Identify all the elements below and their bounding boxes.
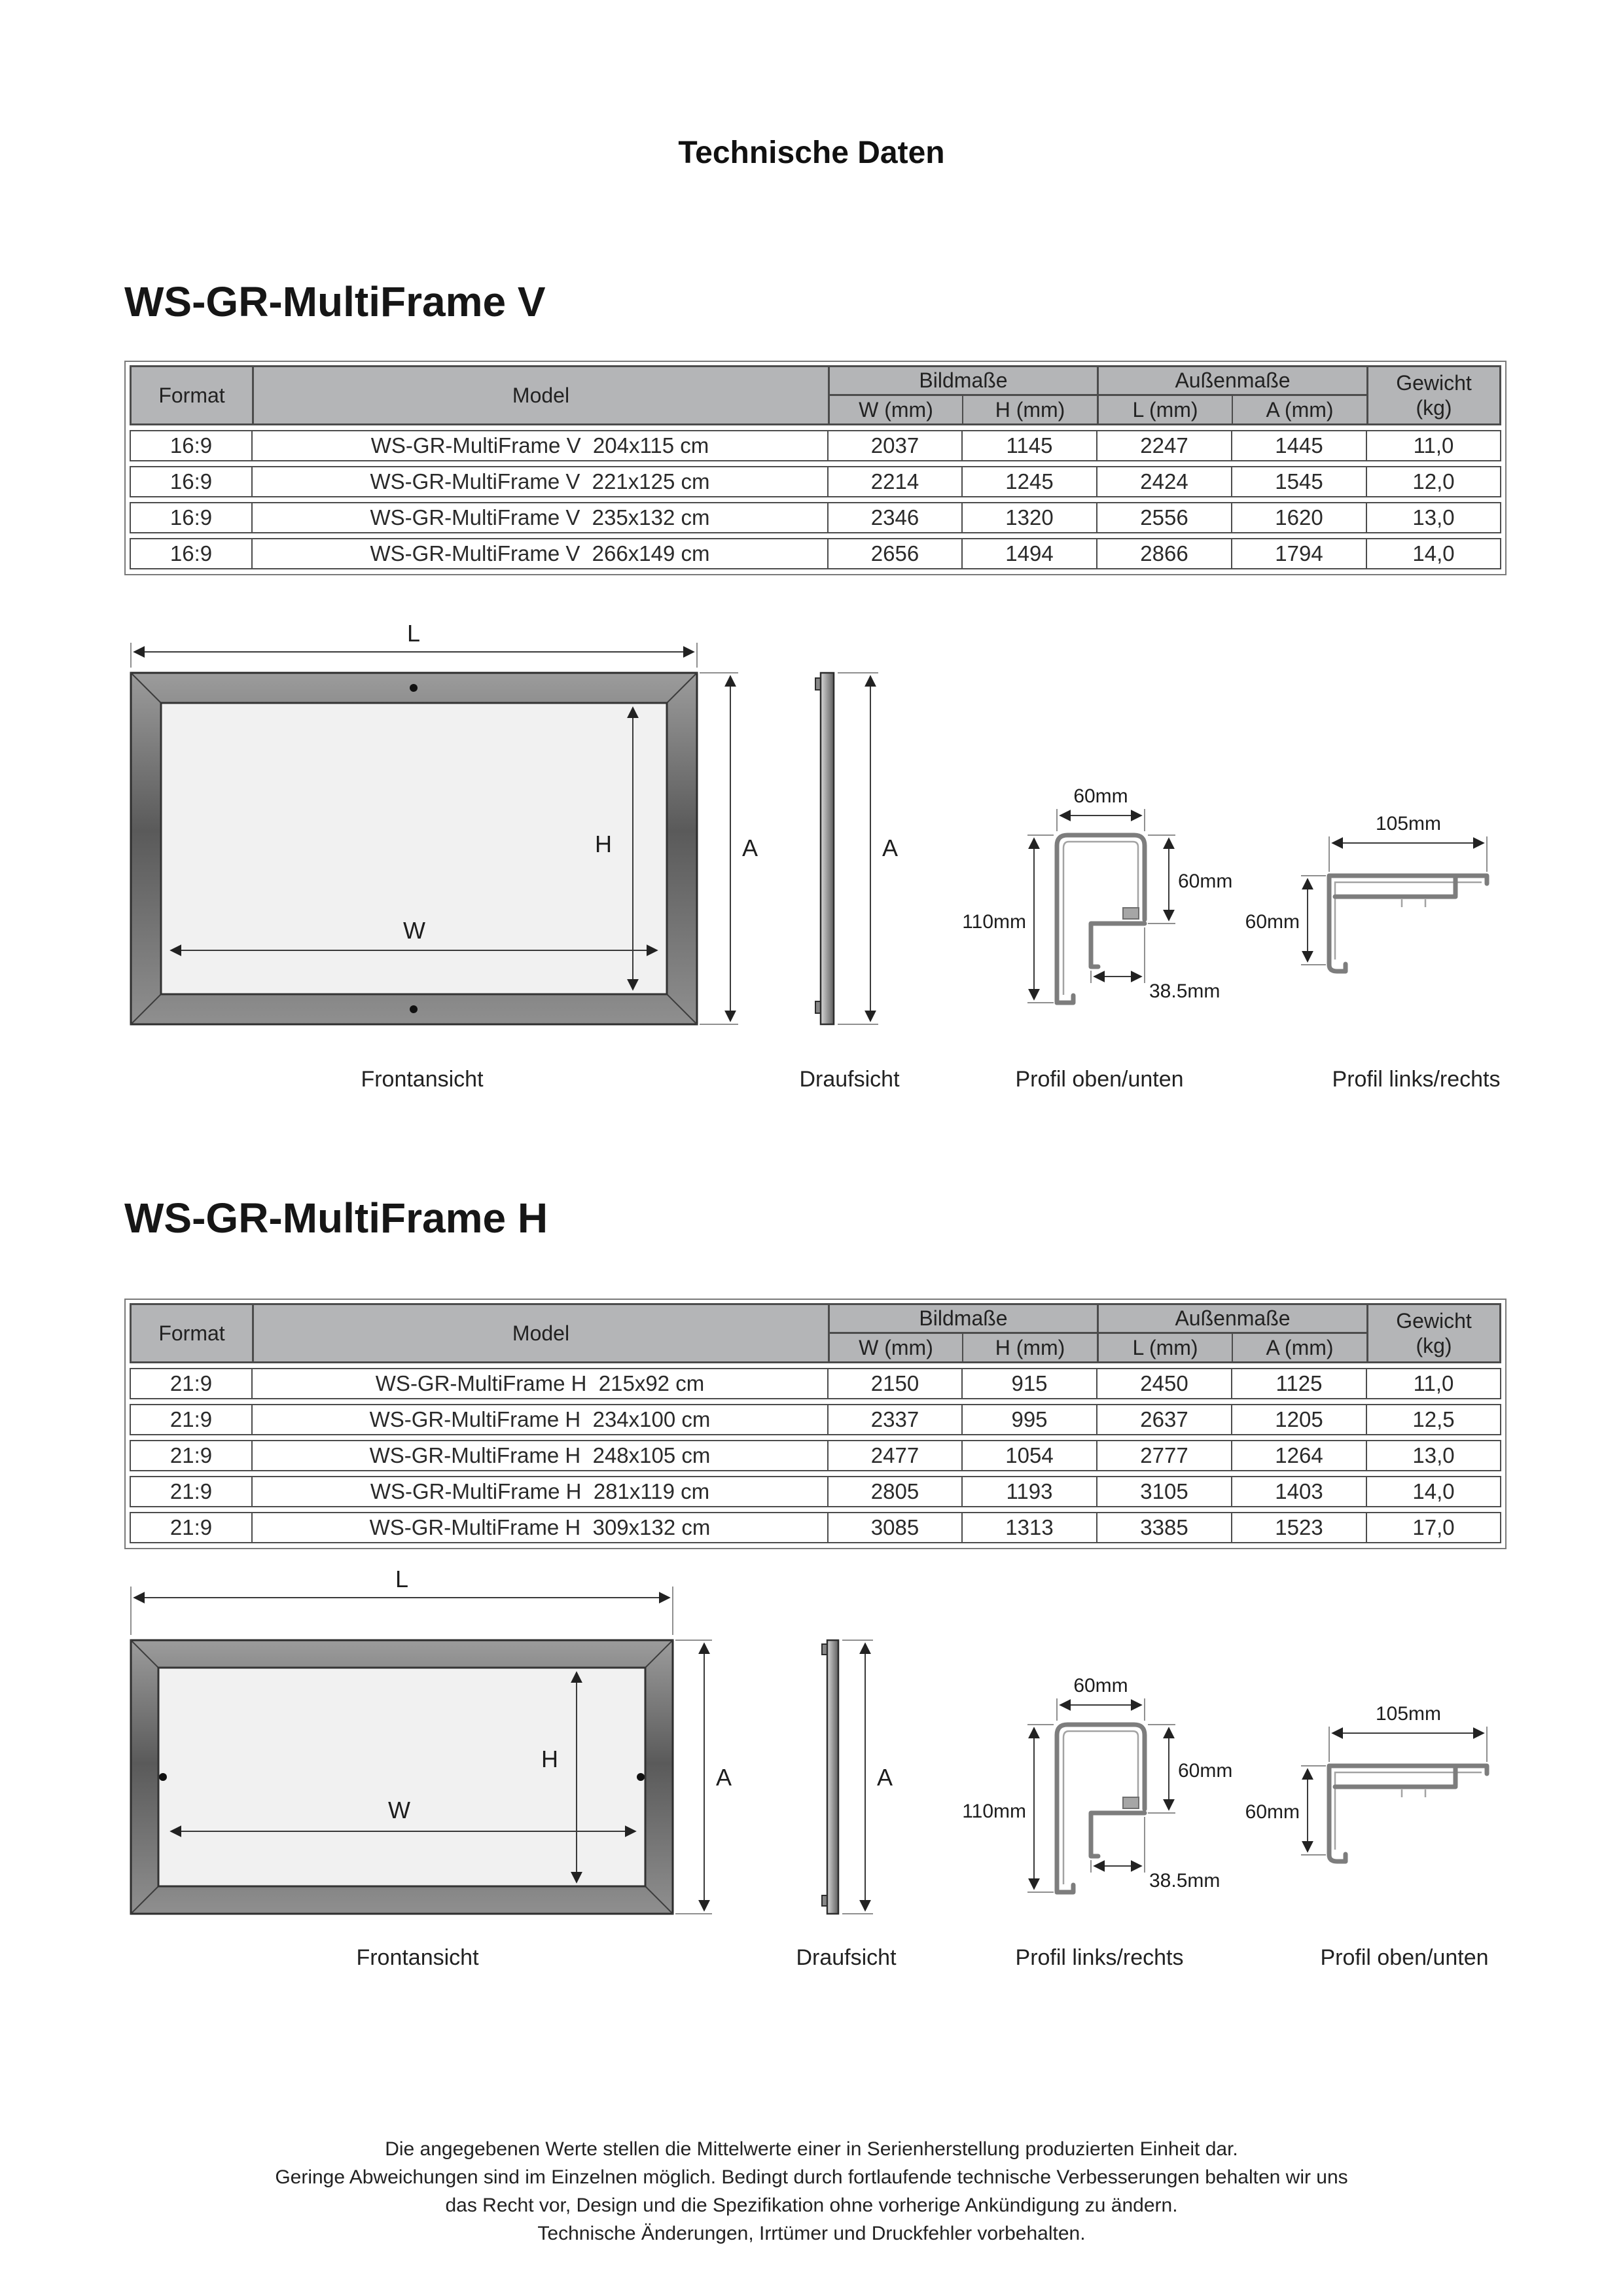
cell-model: WS-GR-MultiFrame H 281x119 cm (251, 1477, 827, 1506)
cell-l: 2777 (1096, 1441, 1231, 1470)
cell-format: 21:9 (169, 1407, 213, 1431)
col-header-aussenmasse: Außenmaße (1097, 367, 1366, 396)
cell-format: 16:9 (169, 505, 213, 529)
cell-kg: 12,5 (1366, 1405, 1500, 1434)
dim-label-105mm: 105mm (1375, 1703, 1442, 1725)
caption-profil-links-rechts: Profil links/rechts (1332, 1067, 1501, 1092)
dim-label-w: W (388, 1797, 410, 1823)
cell-w: 2805 (827, 1477, 961, 1506)
cell-w: 2337 (827, 1405, 961, 1434)
caption-draufsicht: Draufsicht (799, 1067, 900, 1092)
col-header-l: L (mm) (1097, 1334, 1232, 1361)
cell-format: 16:9 (169, 433, 213, 457)
cell-a: 1205 (1231, 1405, 1366, 1434)
cell-format: 21:9 (169, 1479, 213, 1503)
cell-format: 21:9 (169, 1515, 213, 1539)
col-header-w: W (mm) (828, 1334, 962, 1361)
dim-label-h: H (541, 1746, 558, 1772)
col-header-gewicht (1366, 367, 1499, 423)
dim-label-110mm: 110mm (962, 1801, 1026, 1822)
table-header (130, 365, 1501, 425)
cell-h: 1313 (961, 1513, 1096, 1542)
caption-profil-oben-unten: Profil oben/unten (1015, 1067, 1184, 1092)
cell-h: 995 (961, 1405, 1096, 1434)
cell-a: 1403 (1231, 1477, 1366, 1506)
front-view-drawing (124, 1571, 785, 1996)
col-header-format: Format (158, 383, 225, 407)
page-title: Technische Daten (678, 135, 945, 170)
table-row (130, 1404, 1501, 1435)
cell-l: 3105 (1096, 1477, 1231, 1506)
profile-left-right-drawing (1237, 772, 1538, 1034)
table-header (130, 1303, 1501, 1363)
dim-label-a: A (882, 834, 899, 861)
dim-label-105mm: 105mm (1375, 813, 1442, 834)
cell-a: 1523 (1231, 1513, 1366, 1542)
table-row (130, 1476, 1501, 1507)
dim-label-60mm-top: 60mm (1073, 1675, 1128, 1696)
profile-left-right-drawing (962, 1662, 1243, 1924)
table-row (130, 538, 1501, 569)
dim-label-60mm-right: 60mm (1178, 870, 1233, 892)
side-view-drawing (805, 1571, 923, 1996)
cell-h: 1245 (961, 467, 1096, 496)
cell-model: WS-GR-MultiFrame H 234x100 cm (251, 1405, 827, 1434)
cell-kg: 11,0 (1366, 1369, 1500, 1398)
cell-model: WS-GR-MultiFrame V 266x149 cm (251, 539, 827, 568)
profile-top-bottom-drawing (1237, 1662, 1538, 1924)
cell-model: WS-GR-MultiFrame H 309x132 cm (251, 1513, 827, 1542)
cell-kg: 14,0 (1366, 539, 1500, 568)
cell-format: 21:9 (169, 1443, 213, 1467)
cell-l: 2424 (1096, 467, 1231, 496)
cell-h: 1193 (961, 1477, 1096, 1506)
col-header-gewicht-unit: (kg) (1416, 396, 1452, 420)
col-header-a: A (mm) (1232, 1334, 1366, 1361)
col-header-h: H (mm) (962, 396, 1097, 423)
spec-table-v (124, 361, 1507, 575)
cell-a: 1445 (1231, 431, 1366, 460)
side-profile-bar (827, 1640, 838, 1914)
cell-format: 16:9 (169, 541, 213, 565)
cell-kg: 14,0 (1366, 1477, 1500, 1506)
dim-label-38.5mm: 38.5mm (1149, 980, 1221, 1002)
col-header-aussenmasse: Außenmaße (1097, 1305, 1366, 1334)
profile-top-bottom-drawing (962, 772, 1243, 1034)
footer-disclaimer (0, 2135, 1623, 2248)
col-header-a: A (mm) (1232, 396, 1366, 423)
table-row (130, 1368, 1501, 1399)
spec-table-h (124, 1299, 1507, 1549)
cell-w: 3085 (827, 1513, 961, 1542)
cell-model: WS-GR-MultiFrame H 215x92 cm (251, 1369, 827, 1398)
dim-label-60mm-top: 60mm (1073, 785, 1128, 807)
dim-label-a: A (877, 1764, 893, 1791)
cell-h: 1320 (961, 503, 1096, 532)
cell-w: 2477 (827, 1441, 961, 1470)
cell-kg: 11,0 (1366, 431, 1500, 460)
cell-a: 1125 (1231, 1369, 1366, 1398)
screen-surface (158, 1668, 645, 1886)
cell-kg: 13,0 (1366, 1441, 1500, 1470)
col-header-gewicht (1366, 1305, 1499, 1361)
cell-a: 1620 (1231, 503, 1366, 532)
caption-profil-links-rechts: Profil links/rechts (1015, 1945, 1184, 1970)
cell-w: 2214 (827, 467, 961, 496)
col-header-w: W (mm) (828, 396, 962, 423)
col-header-bildmasse: Bildmaße (828, 367, 1097, 396)
caption-frontansicht: Frontansicht (356, 1945, 479, 1970)
cell-a: 1264 (1231, 1441, 1366, 1470)
caption-frontansicht: Frontansicht (361, 1067, 484, 1092)
cell-kg: 13,0 (1366, 503, 1500, 532)
table-row (130, 1440, 1501, 1471)
cell-format: 16:9 (169, 469, 213, 493)
cell-model: WS-GR-MultiFrame V 235x132 cm (251, 503, 827, 532)
footer-line: Technische Änderungen, Irrtümer und Druckfehler vorbehalten. (537, 2223, 1086, 2244)
cell-w: 2656 (827, 539, 961, 568)
col-header-gewicht-unit: (kg) (1416, 1334, 1452, 1357)
cell-w: 2037 (827, 431, 961, 460)
side-view-drawing (812, 615, 929, 1093)
dim-label-60mm-left: 60mm (1245, 1801, 1300, 1823)
front-view-drawing (124, 615, 785, 1093)
cell-format: 21:9 (169, 1371, 213, 1395)
footer-line: das Recht vor, Design und die Spezifikation ohne vorherige Ankündigung zu ändern. (445, 2195, 1178, 2216)
dim-label-a: A (716, 1764, 732, 1791)
col-header-gewicht-label: Gewicht (1396, 371, 1472, 395)
cell-l: 2637 (1096, 1405, 1231, 1434)
cell-w: 2346 (827, 503, 961, 532)
cell-l: 2556 (1096, 503, 1231, 532)
cell-h: 1494 (961, 539, 1096, 568)
footer-line: Die angegebenen Werte stellen die Mittelwerte einer in Serienherstellung produzierten Einheit dar. (385, 2138, 1238, 2160)
col-header-gewicht-label: Gewicht (1396, 1309, 1472, 1333)
col-header-model: Model (252, 367, 828, 423)
caption-draufsicht: Draufsicht (796, 1945, 897, 1970)
dim-label-w: W (403, 917, 425, 944)
cell-h: 1054 (961, 1441, 1096, 1470)
cell-w: 2150 (827, 1369, 961, 1398)
drawings-section-v (124, 615, 1551, 1126)
dim-label-60mm-right: 60mm (1178, 1760, 1233, 1782)
dim-label-60mm-left: 60mm (1245, 911, 1300, 933)
cell-h: 915 (961, 1369, 1096, 1398)
dim-label-l: L (395, 1571, 409, 1592)
cell-a: 1794 (1231, 539, 1366, 568)
drawings-section-h (124, 1571, 1551, 2003)
dim-label-38.5mm: 38.5mm (1149, 1870, 1221, 1892)
dim-label-h: H (595, 831, 612, 857)
col-header-l: L (mm) (1097, 396, 1232, 423)
dim-label-a: A (742, 834, 758, 861)
section-heading-v: WS-GR-MultiFrame V (124, 278, 546, 325)
cell-model: WS-GR-MultiFrame V 204x115 cm (251, 431, 827, 460)
dim-label-l: L (406, 620, 421, 647)
section-heading-h: WS-GR-MultiFrame H (124, 1194, 548, 1242)
col-header-format: Format (158, 1321, 225, 1345)
cell-l: 2866 (1096, 539, 1231, 568)
table-row (130, 430, 1501, 461)
col-header-bildmasse: Bildmaße (828, 1305, 1097, 1334)
col-header-model: Model (252, 1305, 828, 1361)
col-header-h: H (mm) (962, 1334, 1097, 1361)
cell-h: 1145 (961, 431, 1096, 460)
table-row (130, 1512, 1501, 1543)
footer-line: Geringe Abweichungen sind im Einzelnen möglich. Bedingt durch fortlaufende technische Verbesserungen behalten wir uns (275, 2166, 1348, 2188)
table-row (130, 502, 1501, 533)
cell-a: 1545 (1231, 467, 1366, 496)
cell-kg: 12,0 (1366, 467, 1500, 496)
cell-l: 2247 (1096, 431, 1231, 460)
cell-model: WS-GR-MultiFrame V 221x125 cm (251, 467, 827, 496)
cell-model: WS-GR-MultiFrame H 248x105 cm (251, 1441, 827, 1470)
dim-label-110mm: 110mm (962, 911, 1026, 933)
cell-kg: 17,0 (1366, 1513, 1500, 1542)
side-profile-bar (821, 673, 834, 1024)
cell-l: 2450 (1096, 1369, 1231, 1398)
table-row (130, 466, 1501, 497)
cell-l: 3385 (1096, 1513, 1231, 1542)
caption-profil-oben-unten: Profil oben/unten (1320, 1945, 1489, 1970)
